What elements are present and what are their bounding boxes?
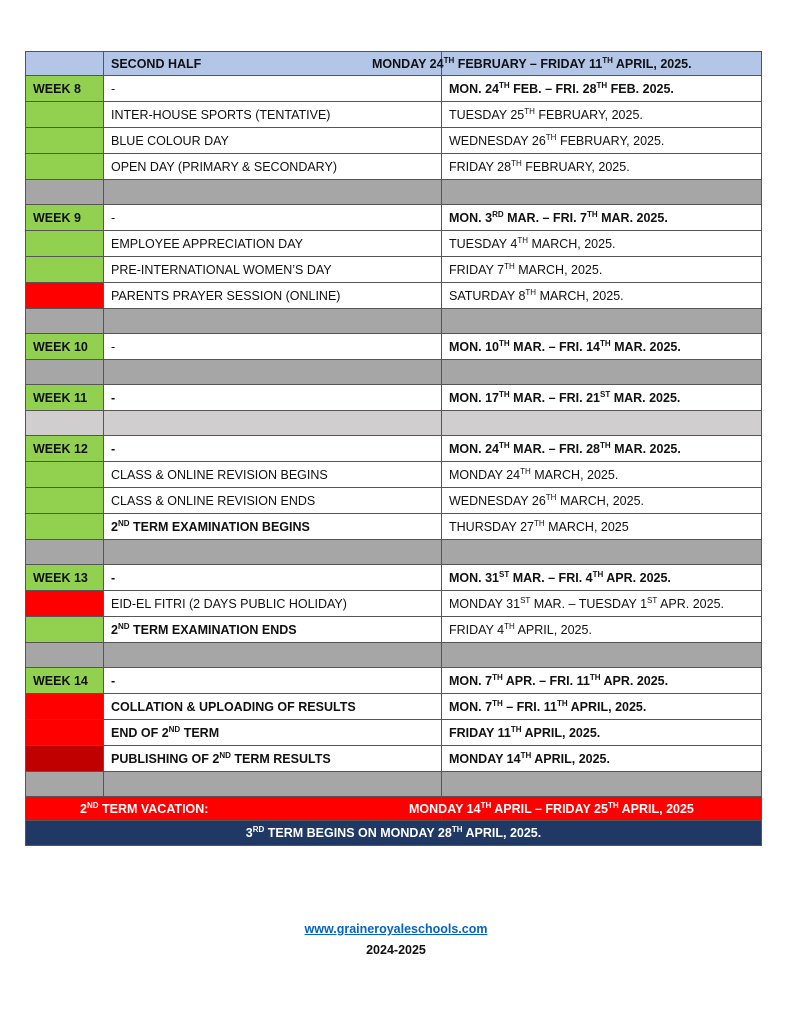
spacer-cell	[442, 411, 762, 436]
vacation-row	[26, 797, 762, 821]
week-label: WEEK 10	[26, 334, 104, 360]
week-row	[26, 668, 762, 694]
color-marker	[26, 257, 104, 283]
spacer-row	[26, 411, 762, 436]
spacer-cell	[104, 411, 442, 436]
color-marker	[26, 617, 104, 643]
color-marker	[26, 514, 104, 540]
spacer-row	[26, 309, 762, 334]
spacer-row	[26, 772, 762, 797]
spacer-cell	[26, 540, 104, 565]
event-name: -	[104, 334, 442, 360]
event-date: MONDAY 31ST MAR. – TUESDAY 1ST APR. 2025.	[442, 591, 762, 617]
event-row	[26, 720, 762, 746]
event-name: 2ND TERM EXAMINATION ENDS	[104, 617, 442, 643]
spacer-cell	[26, 360, 104, 385]
calendar-sheet	[25, 51, 761, 846]
event-name: 2ND TERM EXAMINATION BEGINS	[104, 514, 442, 540]
week-row	[26, 436, 762, 462]
spacer-row	[26, 360, 762, 385]
color-marker	[26, 231, 104, 257]
session-year: 2024-2025	[366, 943, 426, 957]
color-marker	[26, 746, 104, 772]
event-name: OPEN DAY (PRIMARY & SECONDARY)	[104, 154, 442, 180]
event-name: -	[104, 668, 442, 694]
event-row	[26, 257, 762, 283]
week-label: WEEK 14	[26, 668, 104, 694]
spacer-cell	[104, 360, 442, 385]
event-name: -	[104, 436, 442, 462]
week-row	[26, 205, 762, 231]
event-date: WEDNESDAY 26TH MARCH, 2025.	[442, 488, 762, 514]
event-date: FRIDAY 28TH FEBRUARY, 2025.	[442, 154, 762, 180]
color-marker	[26, 591, 104, 617]
event-row	[26, 488, 762, 514]
vacation-dates: MONDAY 14TH APRIL – FRIDAY 25TH APRIL, 2025	[442, 797, 762, 821]
event-name: -	[104, 76, 442, 102]
spacer-cell	[442, 643, 762, 668]
event-date: TUESDAY 4TH MARCH, 2025.	[442, 231, 762, 257]
website-link[interactable]: www.graineroyaleschools.com	[304, 922, 488, 936]
event-name: INTER-HOUSE SPORTS (TENTATIVE)	[104, 102, 442, 128]
event-row	[26, 694, 762, 720]
spacer-cell	[442, 309, 762, 334]
spacer-cell	[104, 540, 442, 565]
event-date: MON. 24TH FEB. – FRI. 28TH FEB. 2025.	[442, 76, 762, 102]
vacation-label: 2ND TERM VACATION:	[26, 797, 442, 821]
event-row	[26, 591, 762, 617]
spacer-cell	[104, 309, 442, 334]
spacer-cell	[26, 411, 104, 436]
spacer-cell	[442, 180, 762, 205]
color-marker	[26, 128, 104, 154]
spacer-cell	[26, 772, 104, 797]
event-date: MON. 10TH MAR. – FRI. 14TH MAR. 2025.	[442, 334, 762, 360]
event-row	[26, 617, 762, 643]
spacer-row	[26, 540, 762, 565]
event-name: EID-EL FITRI (2 DAYS PUBLIC HOLIDAY)	[104, 591, 442, 617]
week-label: WEEK 8	[26, 76, 104, 102]
event-date: MON. 17TH MAR. – FRI. 21ST MAR. 2025.	[442, 385, 762, 411]
week-row	[26, 76, 762, 102]
event-row	[26, 128, 762, 154]
next-term-text: 3RD TERM BEGINS ON MONDAY 28TH APRIL, 2025.	[26, 821, 762, 846]
event-date: FRIDAY 4TH APRIL, 2025.	[442, 617, 762, 643]
spacer-cell	[442, 772, 762, 797]
spacer-row	[26, 643, 762, 668]
spacer-cell	[104, 772, 442, 797]
event-date: SATURDAY 8TH MARCH, 2025.	[442, 283, 762, 309]
week-row	[26, 565, 762, 591]
week-label: WEEK 9	[26, 205, 104, 231]
event-date: MON. 7TH – FRI. 11TH APRIL, 2025.	[442, 694, 762, 720]
event-name: COLLATION & UPLOADING OF RESULTS	[104, 694, 442, 720]
event-name: -	[104, 205, 442, 231]
spacer-cell	[442, 360, 762, 385]
event-name: CLASS & ONLINE REVISION BEGINS	[104, 462, 442, 488]
calendar-table	[25, 51, 762, 846]
event-row	[26, 514, 762, 540]
color-marker	[26, 694, 104, 720]
spacer-cell	[104, 180, 442, 205]
event-name: CLASS & ONLINE REVISION ENDS	[104, 488, 442, 514]
spacer-cell	[26, 643, 104, 668]
event-date: MONDAY 24TH MARCH, 2025.	[442, 462, 762, 488]
week-row	[26, 334, 762, 360]
color-marker	[26, 488, 104, 514]
spacer-cell	[104, 643, 442, 668]
week-label: WEEK 12	[26, 436, 104, 462]
spacer-cell	[26, 309, 104, 334]
event-date: FRIDAY 11TH APRIL, 2025.	[442, 720, 762, 746]
event-date: MON. 3RD MAR. – FRI. 7TH MAR. 2025.	[442, 205, 762, 231]
event-row	[26, 462, 762, 488]
next-term-row	[26, 821, 762, 846]
spacer-cell	[26, 180, 104, 205]
event-name: PRE-INTERNATIONAL WOMEN’S DAY	[104, 257, 442, 283]
event-date: WEDNESDAY 26TH FEBRUARY, 2025.	[442, 128, 762, 154]
color-marker	[26, 154, 104, 180]
header-range: MONDAY 24TH FEBRUARY – FRIDAY 11TH APRIL, 2025.	[442, 52, 762, 76]
event-name: END OF 2ND TERM	[104, 720, 442, 746]
week-label: WEEK 11	[26, 385, 104, 411]
event-row	[26, 746, 762, 772]
header-blank	[26, 52, 104, 76]
week-label: WEEK 13	[26, 565, 104, 591]
event-row	[26, 231, 762, 257]
week-row	[26, 385, 762, 411]
event-date: THURSDAY 27TH MARCH, 2025	[442, 514, 762, 540]
color-marker	[26, 720, 104, 746]
event-name: -	[104, 565, 442, 591]
color-marker	[26, 102, 104, 128]
event-date: MONDAY 14TH APRIL, 2025.	[442, 746, 762, 772]
event-date: FRIDAY 7TH MARCH, 2025.	[442, 257, 762, 283]
event-name: EMPLOYEE APPRECIATION DAY	[104, 231, 442, 257]
event-name: BLUE COLOUR DAY	[104, 128, 442, 154]
header-title: SECOND HALF	[104, 52, 442, 76]
event-date: MON. 24TH MAR. – FRI. 28TH MAR. 2025.	[442, 436, 762, 462]
spacer-cell	[442, 540, 762, 565]
color-marker	[26, 283, 104, 309]
event-row	[26, 102, 762, 128]
spacer-row	[26, 180, 762, 205]
event-name: PARENTS PRAYER SESSION (ONLINE)	[104, 283, 442, 309]
event-row	[26, 154, 762, 180]
event-date: TUESDAY 25TH FEBRUARY, 2025.	[442, 102, 762, 128]
event-name: PUBLISHING OF 2ND TERM RESULTS	[104, 746, 442, 772]
event-date: MON. 7TH APR. – FRI. 11TH APR. 2025.	[442, 668, 762, 694]
event-date: MON. 31ST MAR. – FRI. 4TH APR. 2025.	[442, 565, 762, 591]
event-row	[26, 283, 762, 309]
event-name: -	[104, 385, 442, 411]
color-marker	[26, 462, 104, 488]
header-row	[26, 52, 762, 76]
